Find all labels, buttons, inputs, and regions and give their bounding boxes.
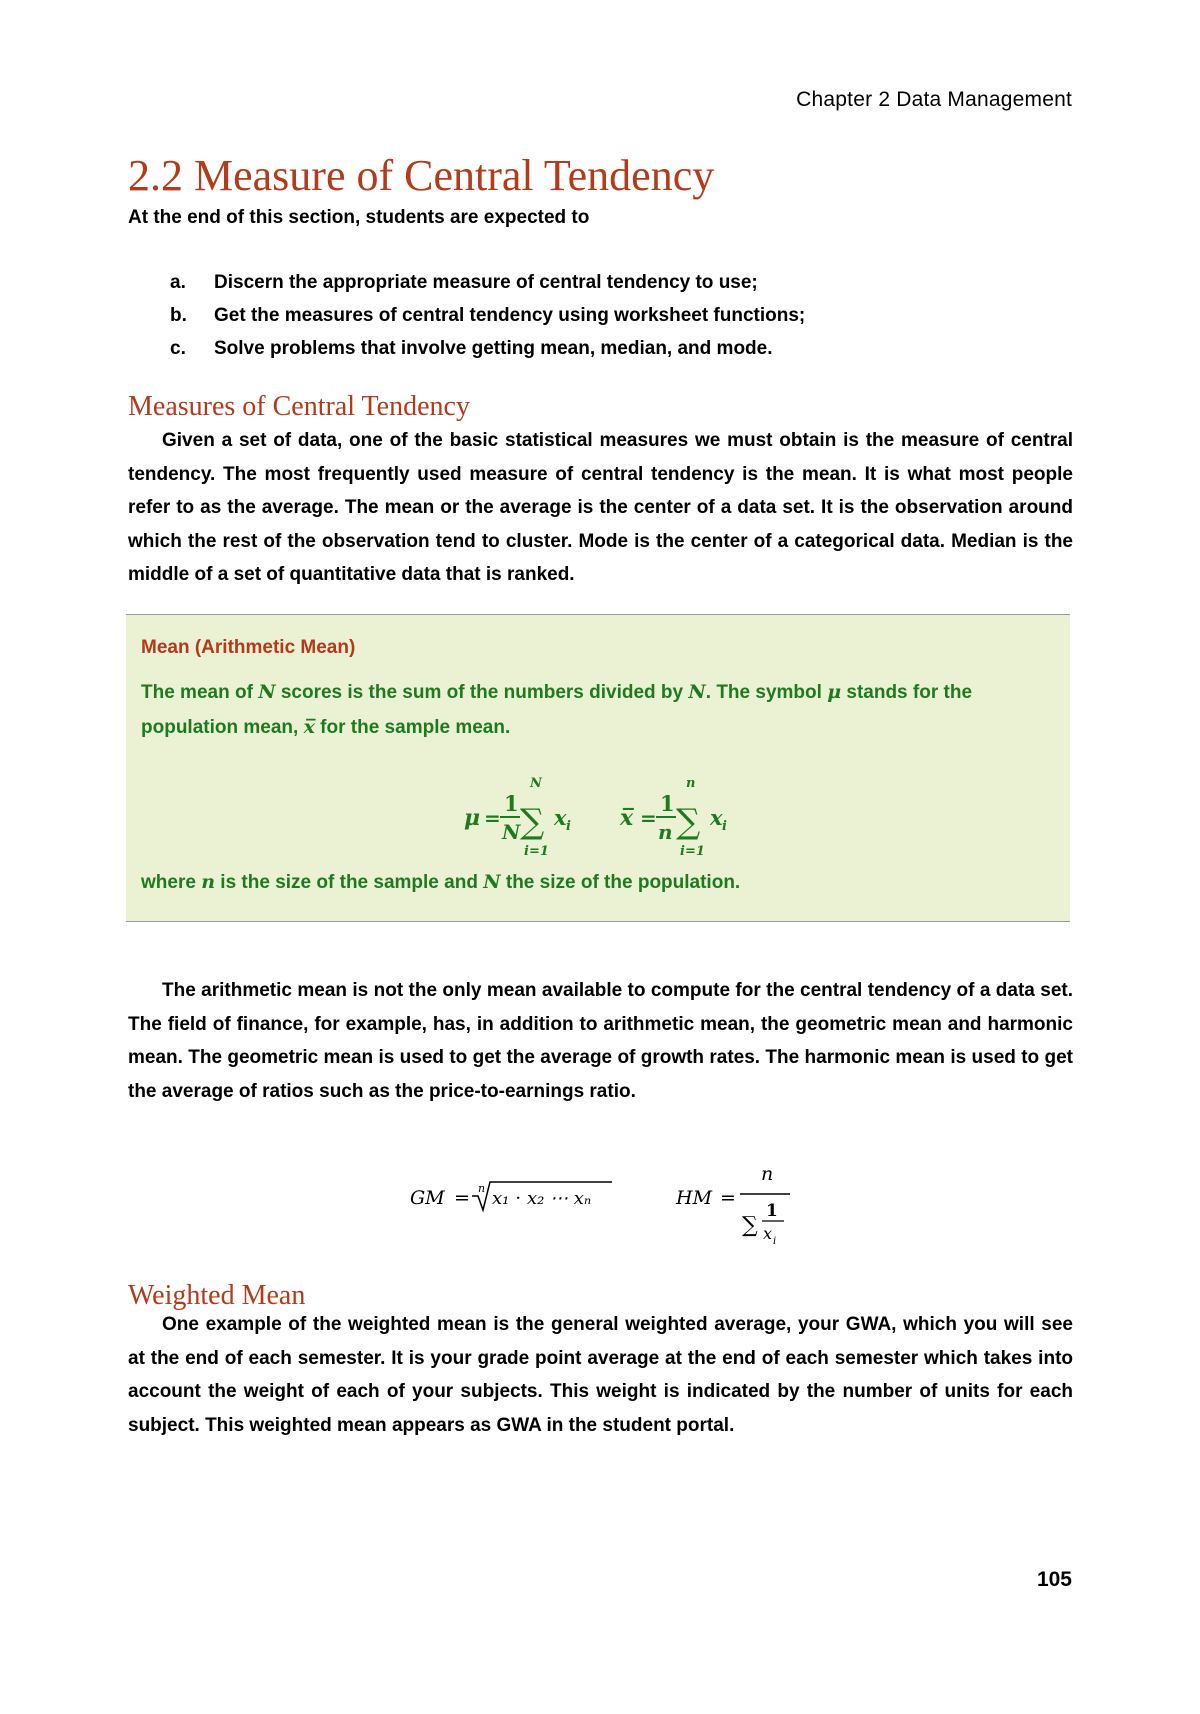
list-item [170,332,805,365]
definition-title: Mean (Arithmetic Mean) [141,637,356,658]
page-number: 105 [1036,1568,1072,1591]
equals-sign: = [484,806,501,830]
list-marker: b. [170,305,187,326]
central-tendency-paragraph: Given a set of data, one of the basic statistical measures we must obtain is the measure of central tendency. The most frequently used measure of central tendency is the mean. It is what most people refer to as the average. The mean or the average is the center of a data set. It is the observation around which the rest of the observation tend to cluster. Mode is the center of a categorical data. Median is the middle of a set of quantitative data that is ranked. [128,430,1073,585]
summation-term: x [710,805,723,830]
equals-sign: = [720,1187,736,1209]
gm-label: GM [410,1187,445,1209]
symbol-n: n [201,871,216,893]
definition-text-part: scores is the sum of the numbers divided by [275,682,689,703]
sample-mean-symbol: x̅ [620,805,634,831]
other-means-paragraph: The arithmetic mean is not the only mean available to compute for the central tendency of a data set. The field of finance, for example, has, in addition to arithmetic mean, the geometric mean and harmonic mean. The geometric mean is used to get the average of growth rates. The harmonic mean is used to get the average of ratios such as the price-to-earnings ratio. [128,980,1073,1102]
definition-text-part: stands for the population mean, [141,682,973,738]
definition-text [141,675,1041,745]
summation-lower-limit: i=1 [680,844,705,859]
inner-subscript: i [773,1236,777,1247]
list-marker: c. [170,338,186,359]
list-marker: a. [170,272,186,293]
summation-term: x [554,805,567,830]
symbol-N: N [483,871,501,893]
radicand: x₁ ⋅ x₂ ⋯ xₙ [492,1188,592,1209]
running-header: Chapter 2 Data Management [796,88,1072,111]
weighted-mean-paragraph: One example of the weighted mean is the general weighted average, your GWA, which you will see at the end of each semester. It is your grade point average at the end of each semester which takes into account the weight of each of your subjects. This weight is indicated by the number of units for each subject. This weighted mean appears as GWA in the student portal. [128,1314,1073,1436]
learning-objectives-intro: At the end of this section, students are expected to [128,207,590,228]
summation-sign: ∑ [676,802,701,842]
inner-numerator: 1 [766,1201,778,1221]
heading-weighted-mean: Weighted Mean [128,1280,306,1311]
equals-sign: = [640,806,657,830]
definition-footer-part: the size of the population. [500,872,741,893]
summation-upper-limit: N [530,776,542,791]
equals-sign: = [454,1187,470,1209]
definition-footer-part: where [141,872,202,893]
symbol-N: N [688,681,706,703]
mean-formulas [126,755,1070,865]
fraction-numerator: 1 [504,791,519,816]
heading-measures-of-central-tendency: Measures of Central Tendency [128,391,470,422]
definition-text-part: . The symbol [705,682,828,703]
summation-term-subscript: i [566,819,571,834]
summation-lower-limit: i=1 [524,844,549,859]
definition-text-part: for the sample mean. [314,717,511,738]
gm-hm-formulas [400,1160,800,1260]
summation-upper-limit: n [686,776,696,791]
definition-footer [141,871,740,894]
hm-numerator: n [761,1163,774,1185]
population-mean-symbol: μ [464,805,481,831]
list-item [170,299,805,332]
fraction-denominator: N [502,820,521,844]
definition-text-part: The mean of [141,682,259,703]
list-item [170,266,805,299]
symbol-x-bar: x̅ [303,716,315,738]
mean-definition-box [126,614,1070,922]
hm-label: HM [676,1187,713,1209]
list-item-text: Get the measures of central tendency using worksheet functions; [214,305,806,326]
radical-index: n [478,1182,486,1195]
fraction-denominator: n [658,820,673,844]
summation-sign: ∑ [520,802,545,842]
symbol-N: N [258,681,276,703]
symbol-mu: μ [827,681,842,703]
summation-sign: ∑ [742,1213,758,1238]
learning-objectives-list [170,266,805,365]
inner-denominator: x [763,1224,773,1243]
list-item-text: Solve problems that involve getting mean, median, and mode. [214,338,773,359]
summation-term-subscript: i [722,819,727,834]
fraction-numerator: 1 [660,791,675,816]
section-title: 2.2 Measure of Central Tendency [128,151,715,200]
list-item-text: Discern the appropriate measure of central tendency to use; [214,272,758,293]
definition-footer-part: is the size of the sample and [215,872,484,893]
